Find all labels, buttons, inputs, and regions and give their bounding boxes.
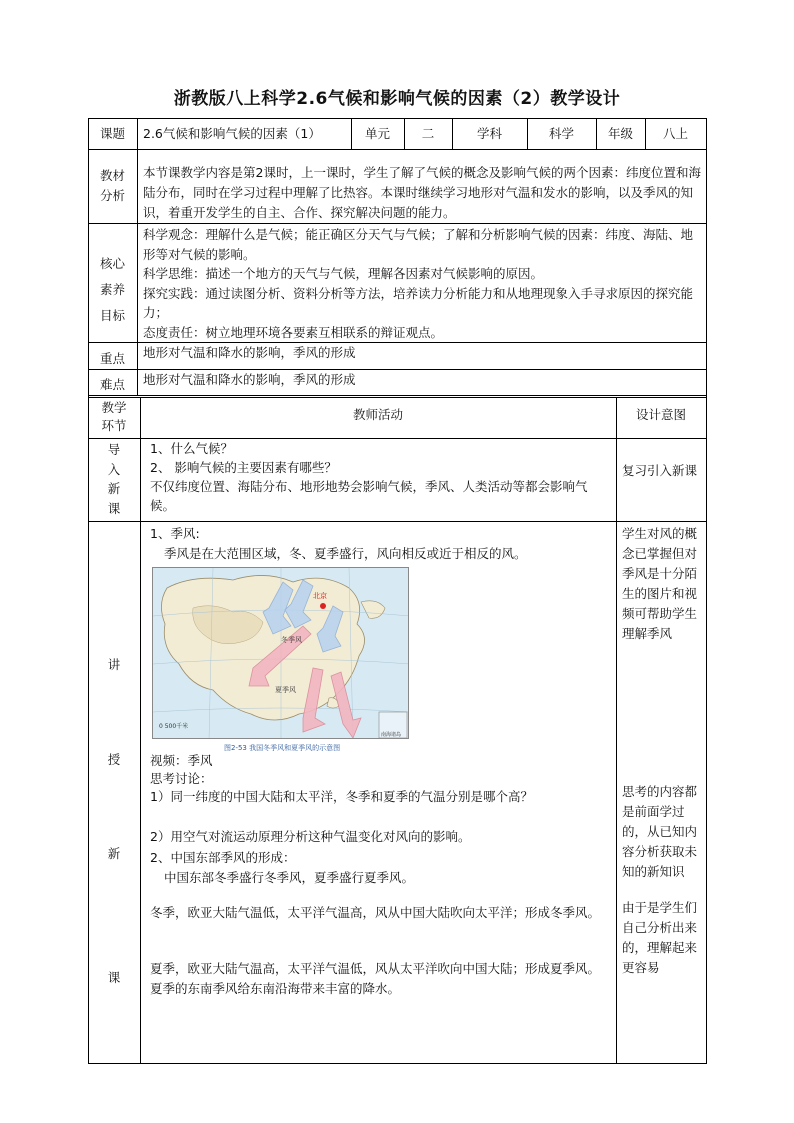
monsoon-map: [152, 567, 409, 739]
goal-attitude: 态度责任：树立地理环境各要素互相联系的辩证观点。: [143, 324, 444, 340]
monsoon-title: 1、季风:: [150, 526, 200, 541]
teach-stage-char-1: 讲: [107, 657, 121, 672]
analysis-text: 本节课教学内容是第2课时，上一课时，学生了解了气候的概念及影响气候的两个因素：纬度位置和海陆分布，同时在学习过程中理解了比热容。本课时继续学习地形对气温和发水的影响，以及季风的知识，着重开发学生的自主、合作、探究解决问题的能力。: [143, 165, 701, 220]
topic-label: 课题: [99, 126, 125, 141]
intent-monsoon: 学生对风的概念已掌握但对季风是十分陌生的图片和视频可帮助学生理解季风: [622, 526, 698, 641]
beijing-label: 北京: [313, 592, 327, 600]
intro-question-1: 1、什么气候？: [150, 441, 233, 456]
intro-question-2: 2、 影响气候的主要因素有哪些？: [150, 460, 337, 475]
winter-explanation: 冬季，欧亚大陆气温低，太平洋气温高，风从中国大陆吹向太平洋；形成冬季风。: [150, 905, 601, 920]
goal-concept: 科学观念：理解什么是气候；能正确区分天气与气候；了解和分析影响气候的因素：纬度、海陆、地形等对气候的影响。: [143, 227, 694, 262]
topic-value: 2.6气候和影响气候的因素（1）: [143, 126, 321, 141]
teach-stage-char-4: 课: [107, 970, 121, 985]
stage-header: 教学 环节: [101, 400, 127, 433]
key-point-text: 地形对气温和降水的影响，季风的形成: [143, 345, 356, 360]
video-line: 视频：季风: [150, 753, 213, 768]
question-1: 1）同一纬度的中国大陆和太平洋，冬季和夏季的气温分别是哪个高？: [150, 789, 533, 804]
unit-value: 二: [421, 126, 435, 141]
teach-stage-char-2: 授: [107, 752, 121, 767]
document-title: 浙教版八上科学2.6气候和影响气候的因素（2）教学设计: [173, 89, 621, 109]
intent-discussion: 思考的内容都是前面学过的，从已知内容分析获取未知的新知识: [622, 784, 698, 879]
subject-value: 科学: [548, 126, 574, 141]
intro-intent: 复习引入新课: [622, 463, 698, 478]
winter-monsoon-label: 冬季风: [281, 636, 302, 644]
design-intent-header: 设计意图: [635, 407, 686, 422]
goal-practice: 探究实践：通过读图分析、资料分析等方法，培养读力分析能力和从地理现象入手寻求原因的探究能力；: [143, 285, 694, 320]
south-sea-label: 南海诸岛: [381, 732, 402, 738]
scale-label: 0 500千米: [159, 723, 189, 730]
intro-stage-label: 导 入 新 课: [107, 442, 121, 516]
intro-content: [150, 439, 612, 515]
subject-label: 学科: [476, 126, 502, 141]
teacher-activity-header: 教师活动: [352, 407, 403, 422]
key-point-label: 重点: [99, 351, 125, 366]
unit-label: 单元: [364, 126, 390, 141]
grade-label: 年级: [607, 126, 633, 141]
difficult-point-label: 难点: [99, 377, 125, 392]
east-monsoon-line: 中国东部冬季盛行冬季风，夏季盛行夏季风。: [164, 870, 415, 885]
difficult-point-text: 地形对气温和降水的影响，季风的形成: [143, 372, 356, 387]
summer-explanation: 夏季，欧亚大陆气温高，太平洋气温低，风从太平洋吹向中国大陆；形成夏季风。 夏季的东南季风给东南沿海带来丰富的降水。: [150, 961, 601, 996]
discussion-block: [150, 752, 610, 806]
intent-analysis: 由于是学生们自己分析出来的，理解起来更容易: [622, 900, 698, 975]
question-2: 2）用空气对流运动原理分析这种气温变化对风向的影响。: [150, 829, 471, 844]
literacy-goals: [143, 225, 703, 342]
intro-answer: 不仅纬度位置、海陆分布、地形地势会影响气候，季风、人类活动等都会影响气候。: [150, 479, 588, 513]
goal-thinking: 科学思维：描述一个地方的天气与气候，理解各因素对气候影响的原因。: [143, 266, 544, 281]
monsoon-definition: 季风是在大范围区域，冬、夏季盛行，风向相反或近于相反的风。: [164, 546, 527, 561]
east-monsoon-title: 2、中国东部季风的形成：: [150, 850, 296, 865]
literacy-label: 核心 素养 目标: [99, 256, 125, 323]
grade-value: 八上: [662, 126, 688, 141]
summer-monsoon-label: 夏季风: [275, 686, 296, 694]
map-caption: 图2-53 我国冬季风和夏季风的示意图: [224, 744, 341, 752]
discussion-title: 思考讨论：: [150, 771, 213, 786]
teach-stage-char-3: 新: [107, 846, 121, 861]
analysis-label: 教材 分析: [99, 168, 125, 203]
